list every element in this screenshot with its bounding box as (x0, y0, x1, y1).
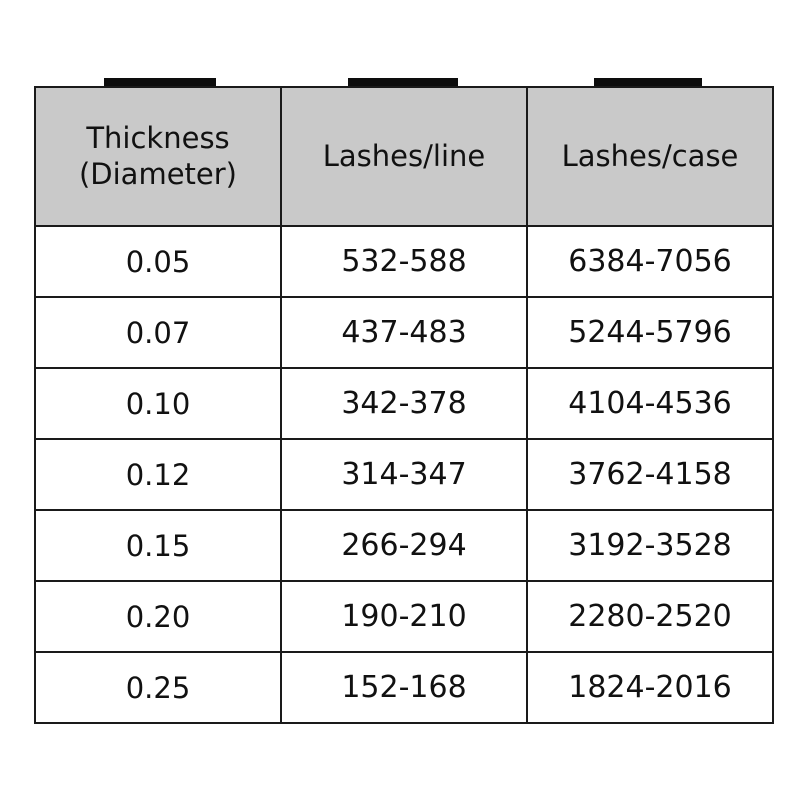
cell-thickness: 0.20 (35, 581, 281, 652)
table-row (35, 510, 773, 581)
cell-lashes-line: 532-588 (281, 226, 527, 297)
table-row (35, 368, 773, 439)
table-row (35, 652, 773, 723)
cell-lashes-line: 266-294 (281, 510, 527, 581)
cell-thickness: 0.05 (35, 226, 281, 297)
table-body (35, 226, 773, 723)
cell-lashes-case: 6384-7056 (527, 226, 773, 297)
cell-lashes-line: 437-483 (281, 297, 527, 368)
cell-thickness: 0.25 (35, 652, 281, 723)
column-header-lashes-line: Lashes/line (281, 87, 527, 226)
cell-lashes-case: 4104-4536 (527, 368, 773, 439)
table-row (35, 297, 773, 368)
table-row (35, 226, 773, 297)
cell-lashes-line: 190-210 (281, 581, 527, 652)
cell-lashes-case: 3762-4158 (527, 439, 773, 510)
table-row (35, 581, 773, 652)
cell-lashes-case: 1824-2016 (527, 652, 773, 723)
cell-lashes-line: 314-347 (281, 439, 527, 510)
cell-thickness: 0.10 (35, 368, 281, 439)
column-header-lashes-case: Lashes/case (527, 87, 773, 226)
table-header-row (35, 87, 773, 226)
cell-thickness: 0.07 (35, 297, 281, 368)
cell-thickness: 0.12 (35, 439, 281, 510)
cell-thickness: 0.15 (35, 510, 281, 581)
table-head (35, 87, 773, 226)
cell-lashes-case: 5244-5796 (527, 297, 773, 368)
column-header-thickness (35, 87, 281, 226)
lash-spec-table (34, 86, 774, 724)
cell-lashes-case: 3192-3528 (527, 510, 773, 581)
column-header-thickness-line1: Thickness (86, 121, 230, 156)
column-header-thickness-line2: (Diameter) (78, 156, 237, 191)
table-row (35, 439, 773, 510)
cell-lashes-line: 152-168 (281, 652, 527, 723)
cell-lashes-line: 342-378 (281, 368, 527, 439)
spec-table-container (34, 86, 766, 724)
cell-lashes-case: 2280-2520 (527, 581, 773, 652)
